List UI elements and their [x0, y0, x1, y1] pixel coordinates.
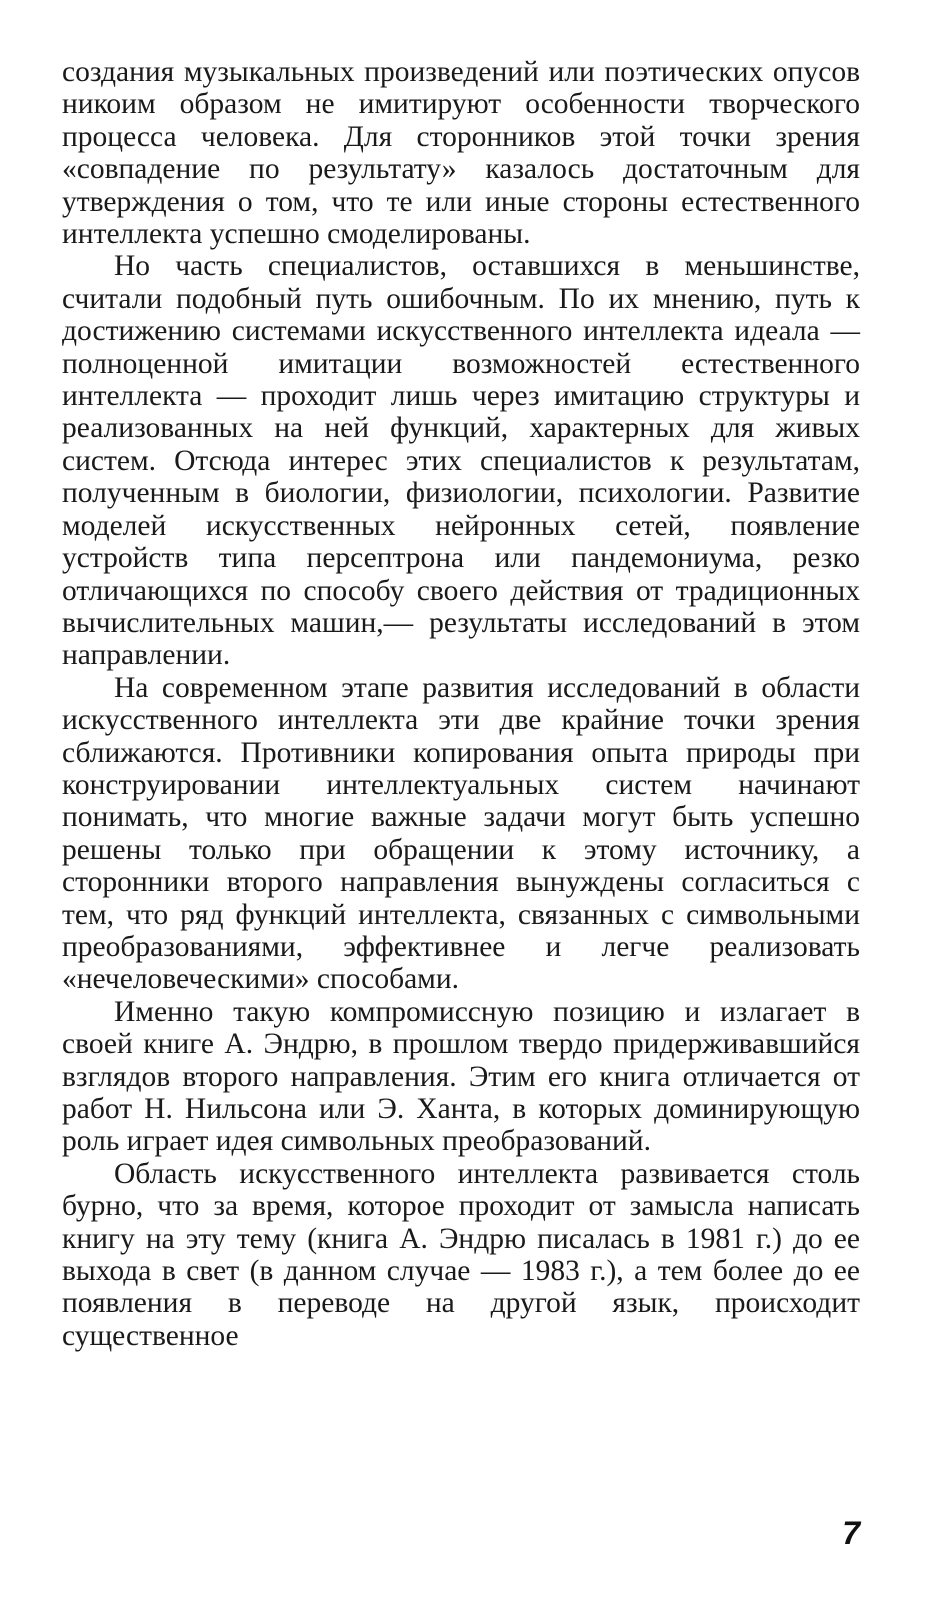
- paragraph-1: создания музыкальных произведений или поэтических опусов никоим образом не имитируют особенности творческого процесса человека. Для сторонников этой точки зрения «совпадение по результату» казалось достаточным для утверждения о том, что те или иные стороны естественного интеллекта успешно смоделированы.: [62, 56, 860, 251]
- paragraph-5: Область искусственного интеллекта развивается столь бурно, что за время, которое проходит от замысла написать книгу на эту тему (книга А. Эндрю писалась в 1981 г.) до ее выхода в свет (в данном случае — 1983 г.), а тем более до ее появления в переводе на другой язык, происходит существенное: [62, 1157, 860, 1352]
- paragraph-3: На современном этапе развития исследований в области искусственного интеллекта эти две крайние точки зрения сближаются. Противники копирования опыта природы при конструировании интеллектуальных систем начинают понимать, что многие важные задачи могут быть успешно решены только при обращении к этому источнику, а сторонники второго направления вынуждены согласиться с тем, что ряд функций интеллекта, связанных с символьными преобразованиями, эффективнее и легче реализовать «нечеловеческими» способами.: [62, 671, 860, 996]
- page-body: [62, 56, 860, 1556]
- paragraph-4: Именно такую компромиссную позицию и излагает в своей книге А. Эндрю, в прошлом твердо придерживавшийся взглядов второго направления. Этим его книга отличается от работ Н. Нильсона или Э. Ханта, в которых доминирующую роль играет идея символьных преобразований.: [62, 995, 860, 1158]
- page-number: 7: [842, 1515, 860, 1551]
- paragraph-2: Но часть специалистов, оставшихся в меньшинстве, считали подобный путь ошибочным. По их мнению, путь к достижению системами искусственного интеллекта идеала — полноценной имитации возможностей естественного интеллекта — проходит лишь через имитацию структуры и реализованных на ней функций, характерных для живых систем. Отсюда интерес этих специалистов к результатам, полученным в биологии, физиологии, психологии. Развитие моделей искусственных нейронных сетей, появление устройств типа персептрона или пандемониума, резко отличающихся по способу своего действия от традиционных вычислительных машин,— результаты исследований в этом направлении.: [62, 250, 860, 672]
